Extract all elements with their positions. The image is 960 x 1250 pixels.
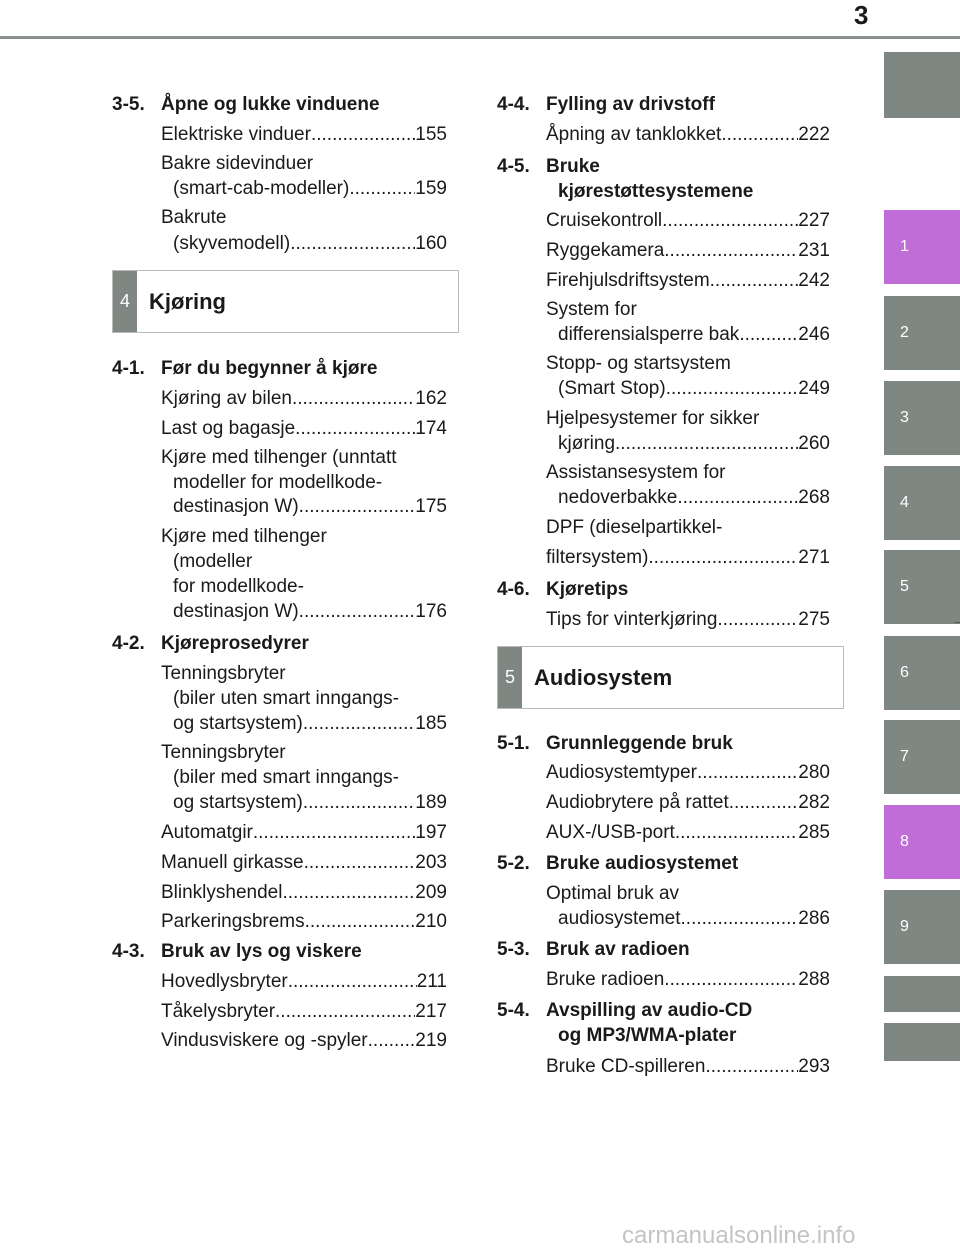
- toc-entry-line: modeller for modellkode-: [173, 472, 383, 493]
- chapter-tab-index[interactable]: [884, 976, 960, 1012]
- toc-entry[interactable]: Parkeringsbrems ..... 210: [161, 911, 447, 933]
- toc-entry[interactable]: (Smart Stop) ..... 249: [558, 378, 830, 400]
- toc-entry-line: Tenningsbryter: [161, 663, 286, 684]
- section-header-4[interactable]: [112, 270, 459, 333]
- toc-section-heading[interactable]: 5-1. Grunnleggende bruk: [497, 733, 733, 754]
- toc-section-heading[interactable]: 5-3. Bruk av radioen: [497, 939, 690, 960]
- page-number: 3: [854, 0, 869, 30]
- toc-entry[interactable]: Ryggekamera ..... 231: [546, 240, 830, 262]
- toc-entry[interactable]: Elektriske vinduer ..... 155: [161, 124, 447, 146]
- toc-entry[interactable]: differensialsperre bak ..... 246: [558, 324, 830, 346]
- toc-entry[interactable]: Åpning av tanklokket ..... 222: [546, 124, 830, 146]
- chapter-tab-label: 3: [900, 409, 909, 426]
- toc-section-heading[interactable]: 5-2. Bruke audiosystemet: [497, 853, 739, 874]
- top-rule: [0, 36, 960, 39]
- toc-section-heading[interactable]: 4-1. Før du begynner å kjøre: [112, 358, 378, 379]
- toc-section-heading[interactable]: 4-2. Kjøreprosedyrer: [112, 633, 309, 654]
- toc-entry-line: Tenningsbryter: [161, 742, 286, 763]
- toc-section-heading[interactable]: 4-3. Bruk av lys og viskere: [112, 941, 362, 962]
- toc-entry[interactable]: Blinklyshendel ..... 209: [161, 882, 447, 904]
- chapter-tab-4[interactable]: [884, 466, 960, 540]
- chapter-tab-3[interactable]: [884, 381, 960, 455]
- toc-entry[interactable]: og startsystem) ..... 185: [173, 713, 447, 735]
- chapter-tab-blank-top[interactable]: [884, 52, 960, 118]
- chapter-tab-label: 1: [900, 238, 909, 255]
- toc-entry[interactable]: Cruisekontroll ..... 227: [546, 210, 830, 232]
- tab-tick-mark: [954, 622, 960, 623]
- toc-entry-line: Bakrute: [161, 207, 227, 228]
- toc-entry[interactable]: nedoverbakke ..... 268: [558, 487, 830, 509]
- toc-entry-line: DPF (dieselpartikkel-: [546, 517, 723, 538]
- toc-entry[interactable]: AUX-/USB-port ..... 285: [546, 822, 830, 844]
- toc-entry-line: Optimal bruk av: [546, 883, 680, 904]
- toc-section-heading-cont: og MP3/WMA-plater: [558, 1025, 737, 1046]
- toc-entry-line: System for: [546, 299, 637, 320]
- toc-entry[interactable]: Audiobrytere på rattet ..... 282: [546, 792, 830, 814]
- toc-entry-line: for modellkode-: [173, 576, 304, 597]
- chapter-tab-label: 6: [900, 664, 909, 681]
- watermark: carmanualsonline.info: [622, 1222, 856, 1249]
- section-header-5[interactable]: [497, 646, 844, 709]
- toc-section-heading[interactable]: 5-4. Avspilling av audio-CD: [497, 1000, 753, 1021]
- toc-entry[interactable]: kjøring ..... 260: [558, 433, 830, 455]
- chapter-tab-7[interactable]: [884, 720, 960, 794]
- chapter-tab-label: 4: [900, 494, 909, 511]
- toc-entry[interactable]: Last og bagasje ..... 174: [161, 418, 447, 440]
- toc-entry-line: Bakre sidevinduer: [161, 153, 314, 174]
- toc-entry[interactable]: Automatgir ..... 197: [161, 822, 447, 844]
- chapter-tab-8[interactable]: [884, 805, 960, 879]
- chapter-tab-label: 8: [900, 833, 909, 850]
- toc-entry-line: (biler med smart inngangs-: [173, 767, 399, 788]
- section-title: Kjøring: [149, 288, 226, 314]
- toc-entry[interactable]: Audiosystemtyper ..... 280: [546, 762, 830, 784]
- chapter-tab-6[interactable]: [884, 636, 960, 710]
- toc-entry-line: Kjøre med tilhenger: [161, 526, 327, 547]
- toc-entry[interactable]: Manuell girkasse ..... 203: [161, 852, 447, 874]
- section-number: 5: [498, 647, 522, 708]
- toc-section-heading[interactable]: 4-6. Kjøretips: [497, 579, 629, 600]
- toc-entry[interactable]: destinasjon W) ..... 175: [173, 496, 447, 518]
- toc-entry-line: Kjøre med tilhenger (unntatt: [161, 447, 397, 468]
- chapter-tab-label: 9: [900, 918, 909, 935]
- section-number: 4: [113, 271, 137, 332]
- toc-entry[interactable]: Hovedlysbryter ..... 211: [161, 971, 447, 993]
- toc-entry-line: (modeller: [173, 551, 253, 572]
- chapter-tab-label: 2: [900, 324, 909, 341]
- toc-entry[interactable]: Bruke CD-spilleren ..... 293: [546, 1056, 830, 1078]
- toc-entry[interactable]: og startsystem) ..... 189: [173, 792, 447, 814]
- section-title: Audiosystem: [534, 664, 673, 690]
- chapter-tab-label: 5: [900, 578, 909, 595]
- toc-entry[interactable]: Tåkelysbryter ..... 217: [161, 1001, 447, 1023]
- toc-section-heading[interactable]: 3-5. Åpne og lukke vinduene: [112, 94, 380, 115]
- toc-entry[interactable]: Tips for vinterkjøring ..... 275: [546, 609, 830, 631]
- toc-section-heading-cont: kjørestøttesystemene: [558, 181, 754, 202]
- toc-entry[interactable]: Firehjulsdriftsystem ..... 242: [546, 270, 830, 292]
- toc-entry-line: (biler uten smart inngangs-: [173, 688, 399, 709]
- toc-entry[interactable]: filtersystem) ..... 271: [546, 547, 830, 569]
- chapter-tab-1[interactable]: [884, 210, 960, 284]
- toc-entry-line: Stopp- og startsystem: [546, 353, 731, 374]
- toc-entry[interactable]: Kjøring av bilen ..... 162: [161, 388, 447, 410]
- chapter-tab-9[interactable]: [884, 890, 960, 964]
- toc-entry[interactable]: audiosystemet ..... 286: [558, 908, 830, 930]
- toc-entry[interactable]: destinasjon W) ..... 176: [173, 601, 447, 623]
- toc-entry[interactable]: (smart-cab-modeller) ..... 159: [173, 178, 447, 200]
- chapter-tab-5[interactable]: [884, 550, 960, 624]
- toc-entry-line: Hjelpesystemer for sikker: [546, 408, 760, 429]
- toc-entry-line: Assistansesystem for: [546, 462, 726, 483]
- toc-entry[interactable]: Bruke radioen ..... 288: [546, 969, 830, 991]
- chapter-tab-index-2[interactable]: [884, 1023, 960, 1061]
- toc-section-heading[interactable]: 4-4. Fylling av drivstoff: [497, 94, 715, 115]
- toc-section-heading[interactable]: 4-5. Bruke: [497, 156, 600, 177]
- toc-entry[interactable]: Vindusviskere og -spyler ..... 219: [161, 1030, 447, 1052]
- toc-entry[interactable]: (skyvemodell) ..... 160: [173, 233, 447, 255]
- chapter-tab-2[interactable]: [884, 296, 960, 370]
- chapter-tab-label: 7: [900, 748, 909, 765]
